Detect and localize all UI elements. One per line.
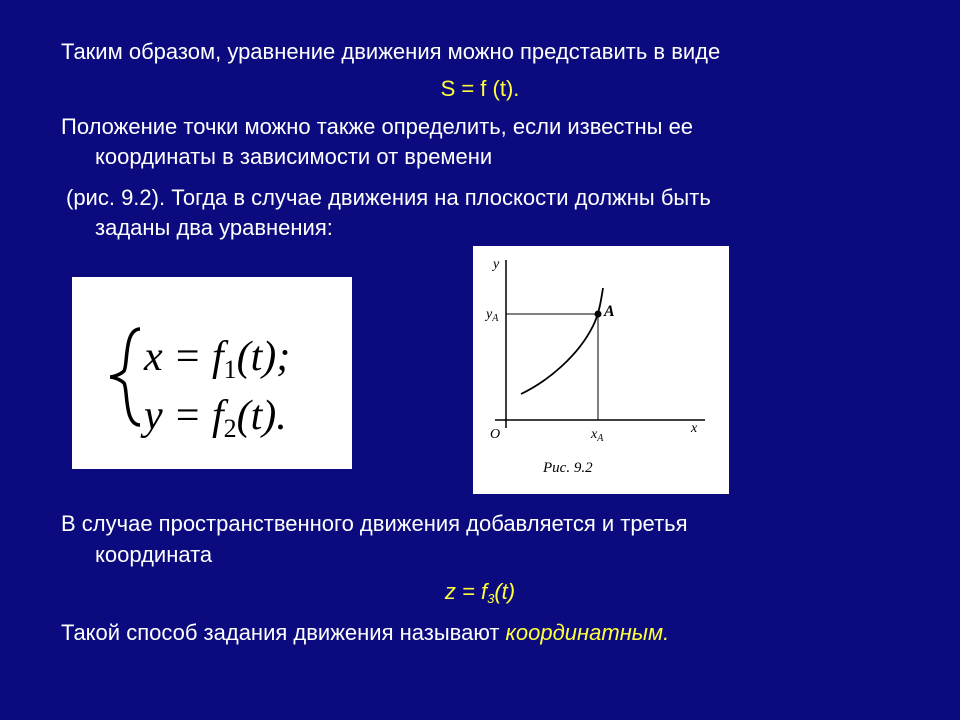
- x-axis-label: x: [691, 421, 698, 436]
- paragraph-2-line-2: координаты в зависимости от времени: [95, 144, 493, 169]
- trajectory-curve: [521, 288, 603, 394]
- x-a-label: $x_A$: [591, 427, 604, 444]
- y-axis-label: y: [493, 257, 500, 272]
- paragraph-3-line-1: (рис. 9.2). Тогда в случае движения на плоскости должны быть: [66, 185, 711, 210]
- paragraph-5-highlight: координатным.: [505, 620, 670, 645]
- left-brace: [110, 329, 140, 425]
- equation-s: [0, 74, 960, 104]
- figure-9-2: [473, 246, 729, 494]
- point-a: [595, 311, 602, 318]
- equation-z: [0, 577, 960, 614]
- equation-z-sub: 3: [487, 591, 495, 606]
- equation-1: x = f1(t);: [144, 334, 291, 384]
- equation-2: y = f2(t).: [144, 393, 287, 443]
- equation-z-rhs: (t): [494, 579, 516, 604]
- paragraph-3-line-2: заданы два уравнения:: [95, 215, 333, 240]
- equation-system-svg: [72, 277, 352, 469]
- paragraph-5: [61, 618, 669, 648]
- paragraph-1: Таким образом, уравнение движения можно представить в виде: [61, 39, 721, 64]
- paragraph-4-line-2: координата: [95, 542, 213, 567]
- equation-s-text: S = f (t).: [440, 76, 520, 101]
- figure-svg: [473, 246, 729, 494]
- figure-caption: Рис. 9.2: [543, 460, 593, 476]
- paragraph-5-text: Такой способ задания движения называют: [61, 620, 506, 645]
- equation-system-image: [72, 277, 352, 469]
- equation-z-lhs: z = f: [444, 579, 488, 604]
- paragraph-4-line-1: В случае пространственного движения добавляется и третья: [61, 511, 688, 536]
- origin-label: O: [490, 427, 501, 442]
- point-a-label: A: [604, 303, 615, 320]
- y-a-label: $y_A$: [486, 307, 499, 324]
- paragraph-2-line-1: Положение точки можно также определить, если известны ее: [61, 114, 694, 139]
